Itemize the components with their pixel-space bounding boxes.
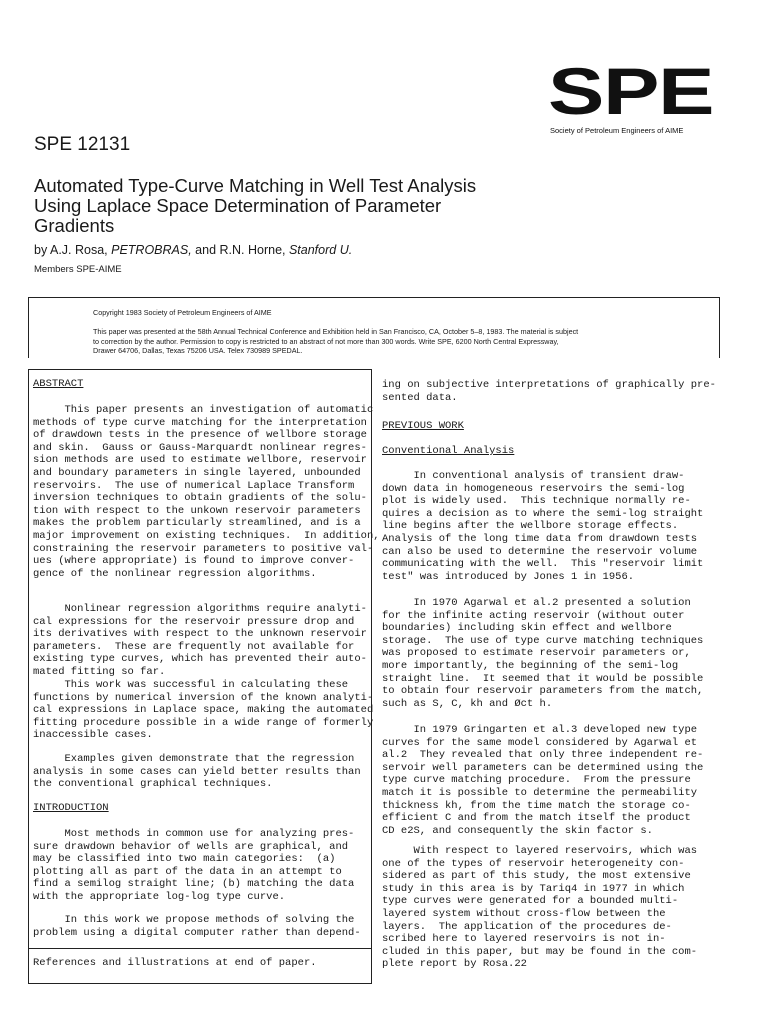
text-line: In this work we propose methods of solving the bbox=[33, 914, 355, 926]
text-line: efficient C and from the match itself the product bbox=[382, 812, 691, 825]
text-line: problem using a digital computer rather than depend- bbox=[33, 926, 361, 939]
paper-id: SPE 12131 bbox=[34, 134, 131, 155]
text-line: cal expressions for the reservoir pressure drop and bbox=[33, 615, 355, 628]
text-line: sidered as part of this study, the most extensive bbox=[382, 870, 691, 883]
conventional-paragraph-3 bbox=[382, 724, 703, 837]
text-line: with the appropriate log-log type curve. bbox=[33, 890, 286, 903]
abstract-paragraph-4 bbox=[33, 753, 361, 791]
members-line: Members SPE-AIME bbox=[34, 264, 122, 275]
continued-paragraph bbox=[382, 379, 716, 404]
text-line: may be classified into two main categories: (a) bbox=[33, 853, 336, 866]
text-line: CD e2S, and consequently the skin factor s. bbox=[382, 824, 653, 837]
text-line: servoir well parameters can be determined using the bbox=[382, 761, 704, 774]
text-line: al.2 They revealed that only three independent re- bbox=[382, 749, 704, 762]
text-line: This work was successful in calculating these bbox=[33, 679, 349, 691]
text-line: straight line. It seemed that it would be possible bbox=[382, 672, 704, 685]
text-line: sion methods are used to estimate wellbore, reservoir bbox=[33, 454, 367, 467]
title-line: Automated Type-Curve Matching in Well Test Analysis bbox=[34, 175, 477, 196]
affiliation-petrobras: PETROBRAS, bbox=[111, 243, 192, 257]
text-line: type curve matching procedure. From the pressure bbox=[382, 774, 691, 787]
text-line: inaccessible cases. bbox=[33, 729, 153, 742]
spe-logo-mark: SPE bbox=[548, 54, 714, 128]
abstract-paragraph-1 bbox=[33, 404, 380, 580]
text-line: sure drawdown behavior of wells are graphical, and bbox=[33, 840, 349, 853]
left-column bbox=[28, 369, 380, 984]
copyright-notice: Copyright 1983 Society of Petroleum Engineers of AIME bbox=[93, 308, 272, 317]
text-line: existing type curves, which has prevented their auto- bbox=[33, 653, 367, 666]
text-line: In 1970 Agarwal et al.2 presented a solution bbox=[382, 597, 691, 609]
text-line: one of the types of reservoir heterogeneity con- bbox=[382, 857, 685, 870]
title-line: Using Laplace Space Determination of Parameter bbox=[34, 195, 442, 216]
text-line: plete report by Rosa.22 bbox=[382, 958, 527, 971]
text-line: down data in homogeneous reservoirs the semi-log bbox=[382, 482, 685, 495]
text-line: can also be used to determine the reservoir volume bbox=[382, 545, 698, 558]
text-line: Analysis of the long time data from drawdown tests bbox=[382, 532, 698, 545]
text-line: type curves were generated for a bounded multi- bbox=[382, 895, 679, 908]
text-line: parameters. These are frequently not available for bbox=[33, 640, 355, 653]
text-line: layered system without cross-flow between the bbox=[382, 907, 666, 920]
abstract-paragraph-3 bbox=[33, 679, 373, 742]
text-line: This paper presents an investigation of automatic bbox=[33, 404, 374, 416]
text-line: mated fitting so far. bbox=[33, 665, 166, 678]
text-line: functions by numerical inversion of the known analyti- bbox=[33, 691, 374, 704]
text-line: match it is possible to determine the permeability bbox=[382, 786, 698, 799]
text-line: test" was introduced by Jones 1 in 1956. bbox=[382, 570, 635, 583]
text-line: communicating with the well. This "reservoir limit bbox=[382, 558, 704, 571]
text-line: curves for the same model considered by Agarwal et bbox=[382, 736, 698, 749]
authors-line bbox=[34, 243, 352, 257]
text-line: study in this area is by Tariq4 in 1977 in which bbox=[382, 882, 685, 895]
text-line: and skin. Gauss or Gauss-Marquardt nonlinear regres- bbox=[33, 441, 367, 454]
text-line: fitting procedure possible in a wide range of formerly bbox=[33, 716, 374, 729]
spe-logo bbox=[548, 54, 718, 135]
text-line: Nonlinear regression algorithms require analyti- bbox=[33, 603, 367, 615]
text-line: plotting all as part of the data in an attempt to bbox=[33, 865, 342, 878]
text-line: its derivatives with respect to the unknown reservoir bbox=[33, 628, 367, 641]
text-line: gence of the nonlinear regression algorithms. bbox=[33, 567, 317, 580]
text-line: quires a decision as to where the semi-log straight bbox=[382, 507, 704, 520]
text-line: With respect to layered reservoirs, which was bbox=[382, 845, 698, 857]
text-line: and boundary parameters in single layered, unbounded bbox=[33, 466, 361, 479]
conventional-paragraph-4 bbox=[382, 845, 697, 971]
text-line: boundaries) including skin effect and wellbore bbox=[382, 622, 672, 635]
text-line: of drawdown tests in the presence of wellbore storage bbox=[33, 429, 367, 442]
text-line: find a semilog straight line; (b) matching the data bbox=[33, 878, 355, 891]
text-line: storage. The use of type curve matching techniques bbox=[382, 634, 704, 647]
previous-work-heading: PREVIOUS WORK bbox=[382, 420, 464, 432]
authors-prefix: by A.J. Rosa, bbox=[34, 243, 112, 257]
text-line: Most methods in common use for analyzing pres- bbox=[33, 828, 355, 840]
text-line: reservoirs. The use of numerical Laplace Transform bbox=[33, 479, 355, 492]
text-line: methods of type curve matching for the interpretation bbox=[33, 416, 367, 429]
text-line: major improvement on existing techniques. In addition, bbox=[33, 529, 380, 542]
text-line: constraining the reservoir parameters to positive val- bbox=[33, 542, 374, 555]
conventional-analysis-heading: Conventional Analysis bbox=[382, 445, 515, 457]
text-line: cluded in this paper, but may be found in the com- bbox=[382, 945, 698, 958]
note-line: Drawer 64706, Dallas, Texas 75206 USA. Telex 730989 SPEDAL. bbox=[93, 346, 303, 355]
text-line: inversion techniques to obtain gradients of the solu- bbox=[33, 492, 367, 505]
text-line: sented data. bbox=[382, 391, 458, 404]
authors-middle: and R.N. Horne, bbox=[191, 243, 289, 257]
text-line: layers. The application of the procedures de- bbox=[382, 920, 672, 933]
text-line: such as S, C, kh and Øct h. bbox=[382, 697, 553, 710]
title-line: Gradients bbox=[34, 215, 115, 236]
abstract-paragraph-2 bbox=[33, 603, 367, 679]
note-line: to correction by the author. Permission to copy is restricted to an abstract of not more than 300 words. Write SPE, 6200 North Central Expressway, bbox=[93, 336, 559, 346]
text-line: In conventional analysis of transient draw- bbox=[382, 470, 685, 482]
society-name: Society of Petroleum Engineers of AIME bbox=[550, 126, 684, 135]
introduction-heading: INTRODUCTION bbox=[33, 802, 109, 814]
conventional-paragraph-2 bbox=[382, 597, 703, 710]
conventional-paragraph-1 bbox=[382, 470, 703, 583]
text-line: line begins after the wellbore storage effects. bbox=[382, 520, 679, 533]
references-note: References and illustrations at end of paper. bbox=[33, 957, 317, 969]
text-line: to obtain four reservoir parameters from the match, bbox=[382, 685, 704, 698]
presentation-note bbox=[93, 327, 693, 356]
text-line: scribed here to layered reservoirs is not in- bbox=[382, 933, 666, 946]
text-line: for the infinite acting reservoir (without outer bbox=[382, 609, 685, 622]
introduction-paragraph-1 bbox=[33, 828, 354, 904]
text-line: the conventional graphical techniques. bbox=[33, 778, 273, 791]
introduction-paragraph-2 bbox=[33, 914, 361, 939]
text-line: ues (where appropriate) is found to improve conver- bbox=[33, 555, 355, 568]
text-line: ing on subjective interpretations of graphically pre- bbox=[382, 379, 716, 391]
text-line: more importantly, the beginning of the semi-log bbox=[382, 659, 679, 672]
paper-title bbox=[34, 176, 534, 236]
text-line: tion with respect to the unkown reservoir parameters bbox=[33, 504, 361, 517]
text-line: Examples given demonstrate that the regression bbox=[33, 753, 355, 765]
text-line: thickness kh, from the time match the storage co- bbox=[382, 799, 691, 812]
text-line: makes the problem particularly streamlined, and is a bbox=[33, 517, 361, 530]
text-line: analysis in some cases can yield better results than bbox=[33, 765, 361, 778]
copyright-box bbox=[28, 297, 720, 358]
footnote-divider bbox=[29, 948, 371, 949]
text-line: cal expressions in Laplace space, making the automated bbox=[33, 704, 374, 717]
text-line: plot is widely used. This technique normally re- bbox=[382, 495, 691, 508]
abstract-heading: ABSTRACT bbox=[33, 378, 84, 390]
text-line: In 1979 Gringarten et al.3 developed new type bbox=[382, 724, 698, 736]
note-line: This paper was presented at the 58th Annual Technical Conference and Exhibition held in San Francisco, CA, October 5–8, 1983. The material is subject bbox=[93, 327, 579, 336]
text-line: was proposed to estimate reservoir parameters or, bbox=[382, 647, 691, 660]
affiliation-stanford: Stanford U. bbox=[288, 243, 353, 257]
